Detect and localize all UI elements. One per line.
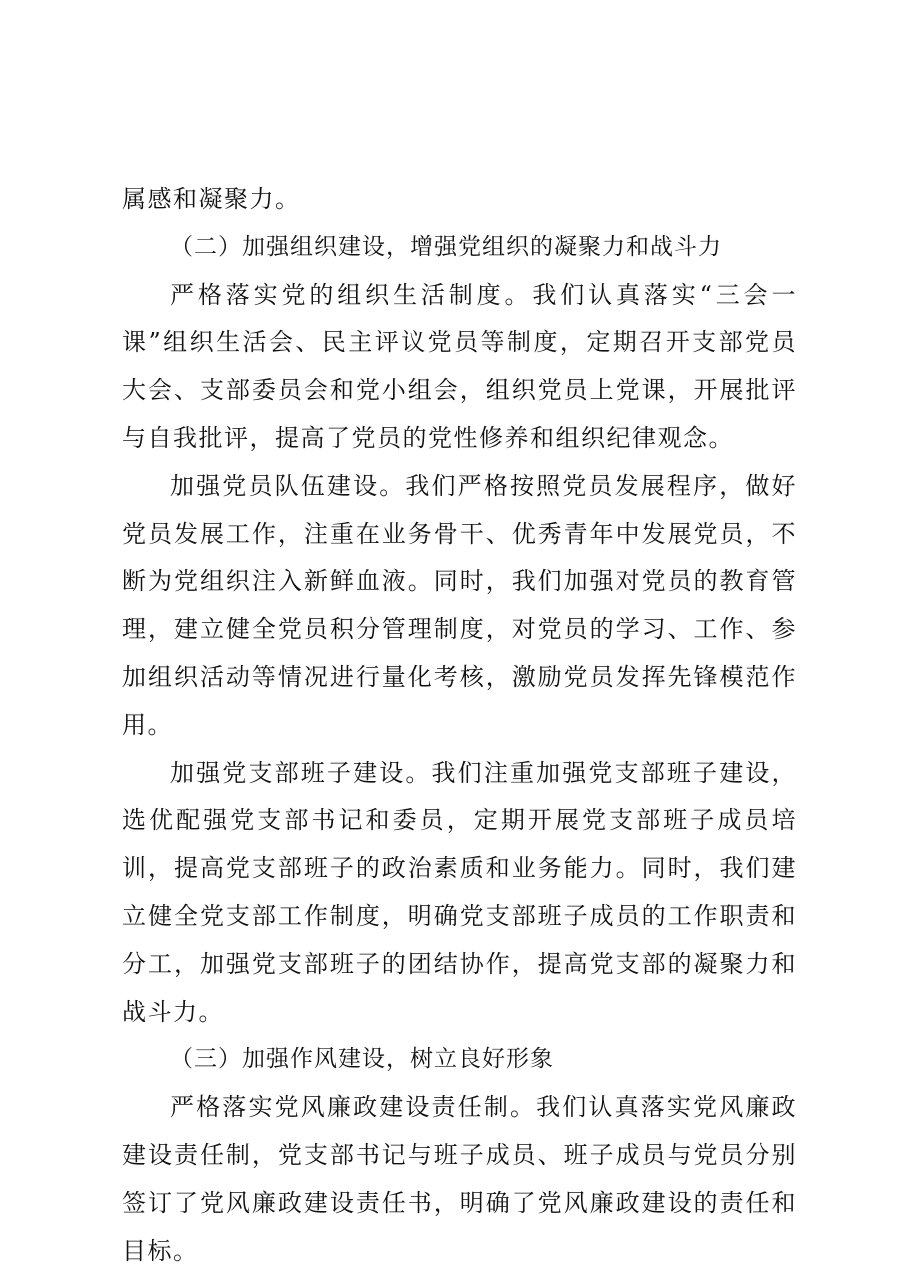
paragraph-integrity-responsibility: 严格落实党风廉政建设责任制。我们认真落实党风廉政建设责任制，党支部书记与班子成员、班子成员与党员分别签订了党风廉政建设责任书，明确了党风廉政建设的责任和目标。 [122,1093,797,1265]
paragraph-member-team: 加强党员队伍建设。我们严格按照党员发展程序，做好党员发展工作，注重在业务骨干、优秀青年中发展党员，不断为党组织注入新鲜血液。同时，我们加强对党员的教育管理，建立健全党员积分管理制度，对党员的学习、工作、参加组织活动等情况进行量化考核，激励党员发挥先锋模范作用。 [122,471,797,739]
section-heading-3: （三）加强作风建设，树立良好形象 [170,1046,554,1073]
paragraph-organization-life: 严格落实党的组织生活制度。我们认真落实“三会一课”组织生活会、民主评议党员等制度，定期召开支部党员大会、支部委员会和党小组会，组织党员上党课，开展批评与自我批评，提高了党员的党性修养和组织纪律观念。 [122,280,797,452]
section-heading-2: （二）加强组织建设，增强党组织的凝聚力和战斗力 [170,233,722,260]
paragraph-continuation: 属感和凝聚力。 [122,185,301,213]
paragraph-branch-leadership: 加强党支部班子建设。我们注重加强党支部班子建设，选优配强党支部书记和委员，定期开展党支部班子成员培训，提高党支部班子的政治素质和业务能力。同时，我们建立健全党支部工作制度，明确党支部班子成员的工作职责和分工，加强党支部班子的团结协作，提高党支部的凝聚力和战斗力。 [122,758,797,1026]
document-body [122,176,797,1275]
